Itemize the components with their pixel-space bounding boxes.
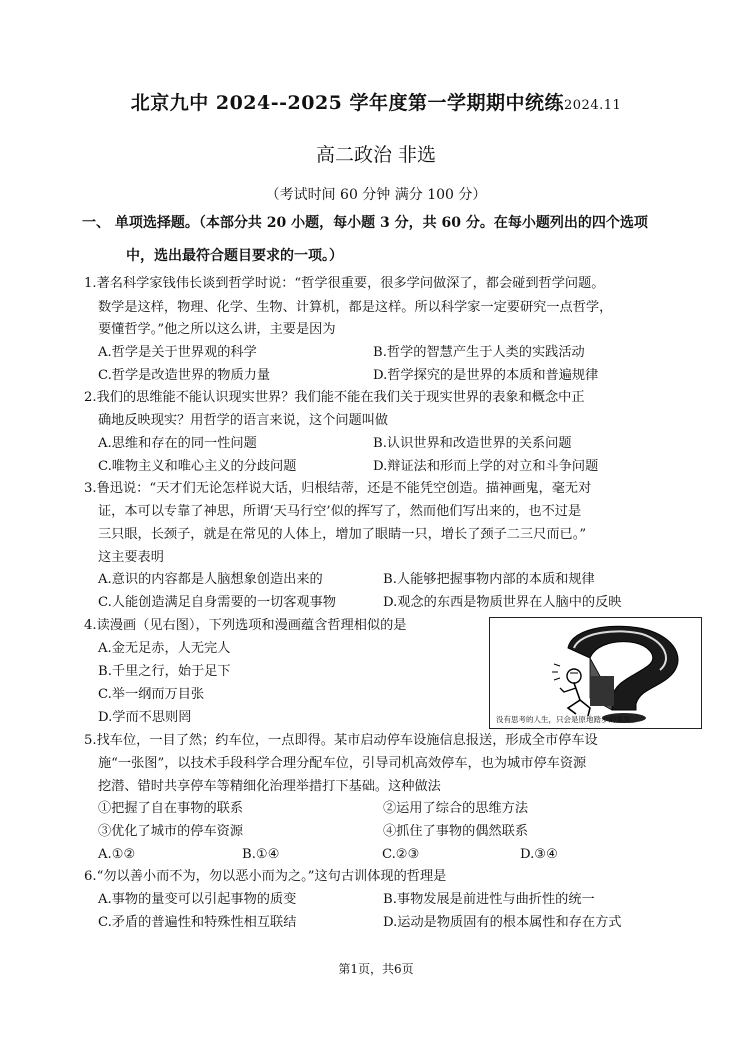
- q2-option-a: A.思维和存在的同一性问题: [98, 436, 257, 451]
- q1-option-c: C.哲学是改造世界的物质力量: [98, 368, 271, 383]
- q4-option-c: C.举一纲而万目张: [98, 687, 205, 702]
- q1-stem-line3: 要懂哲学。”他之所以这么讲，主要是因为: [98, 322, 336, 337]
- q1-option-d: D.哲学探究的是世界的本质和普遍规律: [373, 368, 599, 383]
- q3-stem-line2: 证，本可以专靠了神思，所谓‘天马行空’似的挥写了，然而他们写出来的，也不过是: [98, 504, 582, 519]
- q5-option-b: B.①④: [242, 847, 280, 862]
- q6-stem-line1: 6.“勿以善小而不为，勿以恶小而为之。”这句古训体现的哲理是: [84, 869, 447, 884]
- q5-statement-1: ①把握了自在事物的联系: [98, 801, 244, 816]
- q5-option-a: A.①②: [98, 847, 136, 862]
- q4-cartoon: [489, 617, 702, 729]
- q4-stem-line1: 4.读漫画（见右图），下列选项和漫画蕴含哲理相似的是: [84, 618, 407, 633]
- q3-option-d: D.观念的东西是物质世界在人脑中的反映: [383, 595, 622, 610]
- q6-option-c: C.矛盾的普遍性和特殊性相互联结: [98, 915, 297, 930]
- q5-stem-line2: 施“一张图”，以技术手段科学合理分配车位，引导司机高效停车，也为城市停车资源: [98, 756, 587, 771]
- section-heading-line1: 一、 单项选择题。（本部分共 20 小题，每小题 3 分，共 60 分。在每小题列出的四个选项: [82, 215, 648, 231]
- q3-option-b: B.人能够把握事物内部的本质和规律: [383, 572, 595, 587]
- q5-statement-3: ③优化了城市的停车资源: [98, 824, 244, 839]
- q4-option-b: B.千里之行，始于足下: [98, 664, 231, 679]
- question-mark-cartoon-illustration: [490, 618, 701, 728]
- q3-stem-line4: 这主要表明: [98, 550, 164, 565]
- q2-stem-line1: 2.我们的思维能不能认识现实世界？我们能不能在我们关于现实世界的表象和概念中正: [84, 390, 585, 405]
- q6-option-d: D.运动是物质固有的根本属性和存在方式: [383, 915, 622, 930]
- q6-option-b: B.事物发展是前进性与曲折性的统一: [383, 892, 595, 907]
- q1-stem-line1: 1.著名科学家钱伟长谈到哲学时说：“哲学很重要，很多学问做深了，都会碰到哲学问题。: [84, 276, 605, 291]
- q5-statement-4: ④抓住了事物的偶然联系: [383, 824, 529, 839]
- q2-option-c: C.唯物主义和唯心主义的分歧问题: [98, 459, 297, 474]
- q2-option-d: D.辩证法和形而上学的对立和斗争问题: [373, 459, 599, 474]
- exam-subtitle: 高二政治 非选: [315, 144, 437, 166]
- q3-option-a: A.意识的内容都是人脑想象创造出来的: [98, 572, 323, 587]
- q5-option-d: D.③④: [520, 847, 558, 862]
- cartoon-caption: 没有思考的人生，只会是原地踏步的重复。: [496, 715, 639, 724]
- time-note: （考试时间 60 分钟 满分 100 分）: [265, 187, 487, 203]
- title-text: 北京九中 2024--2025 学年度第一学期期中统练: [130, 92, 564, 114]
- q5-option-c: C.②③: [382, 847, 420, 862]
- q5-stem-line3: 挖潜、错时共享停车等精细化治理举措打下基础。这种做法: [98, 779, 441, 794]
- q3-stem-line3: 三只眼，长颈子，就是在常见的人体上，增加了眼睛一只，增长了颈子二三尺而已。”: [98, 527, 587, 542]
- exam-title: [0, 88, 752, 115]
- q1-stem-line2: 数学是这样，物理、化学、生物、计算机，都是这样。所以科学家一定要研究一点哲学，: [98, 300, 613, 315]
- q3-stem-line1: 3.鲁迅说：“天才们无论怎样说大话，归根结蒂，还是不能凭空创造。描神画鬼，毫无对: [84, 481, 592, 496]
- q4-option-d: D.学而不思则罔: [98, 710, 192, 725]
- q1-option-a: A.哲学是关于世界观的科学: [98, 345, 257, 360]
- q1-option-b: B.哲学的智慧产生于人类的实践活动: [373, 345, 585, 360]
- section-heading-line2: 中，选出最符合题目要求的一项。）: [126, 248, 343, 264]
- q5-stem-line1: 5.找车位，一目了然；约车位，一点即得。某市启动停车设施信息报送，形成全市停车设: [84, 733, 598, 748]
- q2-stem-line2: 确地反映现实？用哲学的语言来说，这个问题叫做: [98, 413, 389, 428]
- q3-option-c: C.人能创造满足自身需要的一切客观事物: [98, 595, 336, 610]
- q6-option-a: A.事物的量变可以引起事物的质变: [98, 892, 297, 907]
- q5-statement-2: ②运用了综合的思维方法: [383, 801, 529, 816]
- exam-date: 2024.11: [564, 98, 622, 113]
- q4-option-a: A.金无足赤，人无完人: [98, 641, 231, 656]
- q2-option-b: B.认识世界和改造世界的关系问题: [373, 436, 572, 451]
- page-number-footer: 第1页，共6页: [338, 962, 414, 976]
